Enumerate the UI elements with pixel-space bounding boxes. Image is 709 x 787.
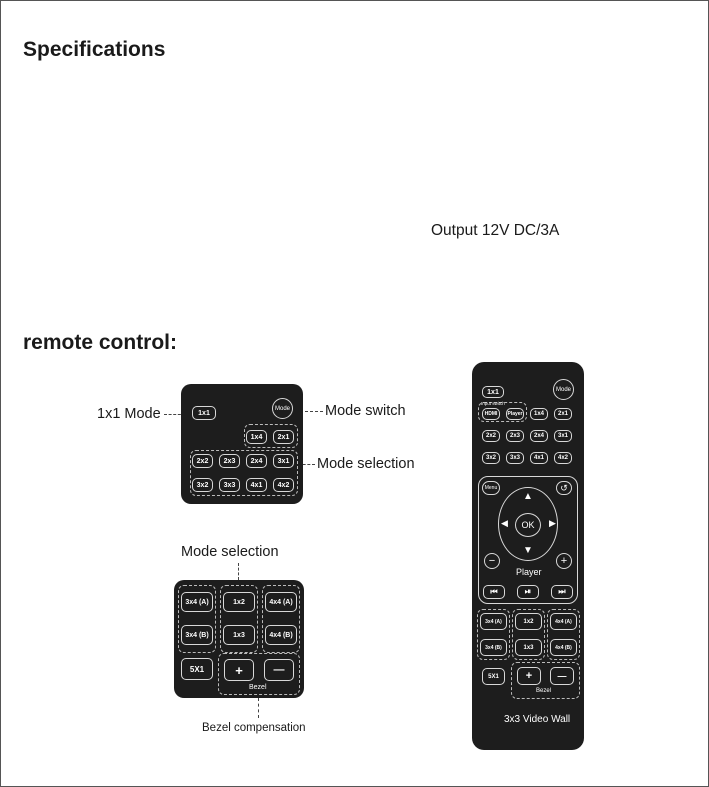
remote-1x1-button[interactable]: 1x1 xyxy=(482,386,504,398)
spec-row-continuation: Output 12V DC/3A xyxy=(431,222,560,239)
remote-mode-button[interactable]: Mode xyxy=(553,379,574,400)
remote-menu-button[interactable]: Menu xyxy=(482,481,500,495)
remote-vol-plus-button[interactable]: + xyxy=(556,553,572,569)
dpad-down-icon[interactable]: ▼ xyxy=(523,545,533,556)
remote-4x1-button[interactable]: 4x1 xyxy=(530,452,548,464)
remote-2x3-button[interactable]: 2x3 xyxy=(506,430,524,442)
mode-2x1-button[interactable]: 2x1 xyxy=(273,430,294,444)
remote-play-pause-button[interactable]: ⏯ xyxy=(517,585,539,599)
remote-1x2-button[interactable]: 1x2 xyxy=(515,613,542,630)
remote-bezel-plus-button[interactable]: + xyxy=(517,667,541,685)
1x1-button[interactable]: 1x1 xyxy=(192,406,216,420)
remote-5x1-button[interactable]: 5X1 xyxy=(482,668,505,685)
remote-2x1-button[interactable]: 2x1 xyxy=(554,408,572,420)
remote-3x2-button[interactable]: 3x2 xyxy=(482,452,500,464)
mode-3x4b-button[interactable]: 3x4 (B) xyxy=(181,625,213,645)
mode-2x3-button[interactable]: 2x3 xyxy=(219,454,240,468)
remote-2x4-button[interactable]: 2x4 xyxy=(530,430,548,442)
bezel-label: Bezel xyxy=(249,684,267,691)
callout-1x1-mode: 1x1 Mode xyxy=(97,406,161,422)
remote-bezel-minus-button[interactable]: — xyxy=(550,667,574,685)
remote-4x2-button[interactable]: 4x2 xyxy=(554,452,572,464)
remote-brand-label: 3x3 Video Wall xyxy=(504,714,571,725)
mode-2x4-button[interactable]: 2x4 xyxy=(246,454,267,468)
remote-3x1-button[interactable]: 3x1 xyxy=(554,430,572,442)
remote-3x3-button[interactable]: 3x3 xyxy=(506,452,524,464)
mode-2x2-button[interactable]: 2x2 xyxy=(192,454,213,468)
remote-1x4-button[interactable]: 1x4 xyxy=(530,408,548,420)
mode-4x4a-button[interactable]: 4x4 (A) xyxy=(265,592,297,612)
remote-1x3-button[interactable]: 1x3 xyxy=(515,639,542,656)
callout-mode-selection-2: Mode selection xyxy=(181,544,279,560)
player-label: Player xyxy=(516,567,542,577)
remote-top-panel xyxy=(181,384,303,504)
remote-control-title: remote control: xyxy=(23,331,178,354)
input-switch-label: Input switch xyxy=(481,401,505,406)
dpad-left-icon[interactable]: ◀ xyxy=(501,518,508,528)
remote-3x4a-button[interactable]: 3x4 (A) xyxy=(480,613,507,630)
callout-mode-selection: Mode selection xyxy=(317,456,415,472)
leader-line xyxy=(258,698,259,718)
remote-bottom-panel xyxy=(174,580,304,698)
remote-4x4b-button[interactable]: 4x4 (B) xyxy=(550,639,577,656)
full-remote xyxy=(472,362,584,750)
mode-4x1-button[interactable]: 4x1 xyxy=(246,478,267,492)
remote-ok-button[interactable]: OK xyxy=(515,513,541,537)
mode-4x2-button[interactable]: 4x2 xyxy=(273,478,294,492)
mode-3x2-button[interactable]: 3x2 xyxy=(192,478,213,492)
specifications-title: Specifications xyxy=(23,38,166,61)
mode-button[interactable]: Mode xyxy=(272,398,293,419)
mode-5x1-button[interactable]: 5X1 xyxy=(181,658,213,680)
remote-player-input-button[interactable]: Player xyxy=(506,408,524,420)
leader-line xyxy=(238,563,239,580)
remote-bezel-label: Bezel xyxy=(536,688,552,694)
remote-back-button[interactable]: ↺ xyxy=(556,481,572,495)
dpad-up-icon[interactable]: ▲ xyxy=(523,491,533,502)
remote-3x4b-button[interactable]: 3x4 (B) xyxy=(480,639,507,656)
remote-next-button[interactable]: ⏭ xyxy=(551,585,573,599)
bezel-plus-button[interactable]: + xyxy=(224,659,254,681)
remote-hdmi-button[interactable]: HDMI xyxy=(482,408,500,420)
callout-mode-switch: Mode switch xyxy=(325,403,406,419)
bezel-minus-button[interactable]: — xyxy=(264,659,294,681)
callout-bezel-compensation: Bezel compensation xyxy=(202,722,306,734)
remote-vol-minus-button[interactable]: − xyxy=(484,553,500,569)
remote-prev-button[interactable]: ⏮ xyxy=(483,585,505,599)
mode-1x2-button[interactable]: 1x2 xyxy=(223,592,255,612)
remote-4x4a-button[interactable]: 4x4 (A) xyxy=(550,613,577,630)
mode-1x3-button[interactable]: 1x3 xyxy=(223,625,255,645)
mode-3x3-button[interactable]: 3x3 xyxy=(219,478,240,492)
mode-4x4b-button[interactable]: 4x4 (B) xyxy=(265,625,297,645)
dpad-right-icon[interactable]: ▶ xyxy=(549,518,556,528)
mode-3x1-button[interactable]: 3x1 xyxy=(273,454,294,468)
remote-2x2-button[interactable]: 2x2 xyxy=(482,430,500,442)
mode-1x4-button[interactable]: 1x4 xyxy=(246,430,267,444)
mode-3x4a-button[interactable]: 3x4 (A) xyxy=(181,592,213,612)
